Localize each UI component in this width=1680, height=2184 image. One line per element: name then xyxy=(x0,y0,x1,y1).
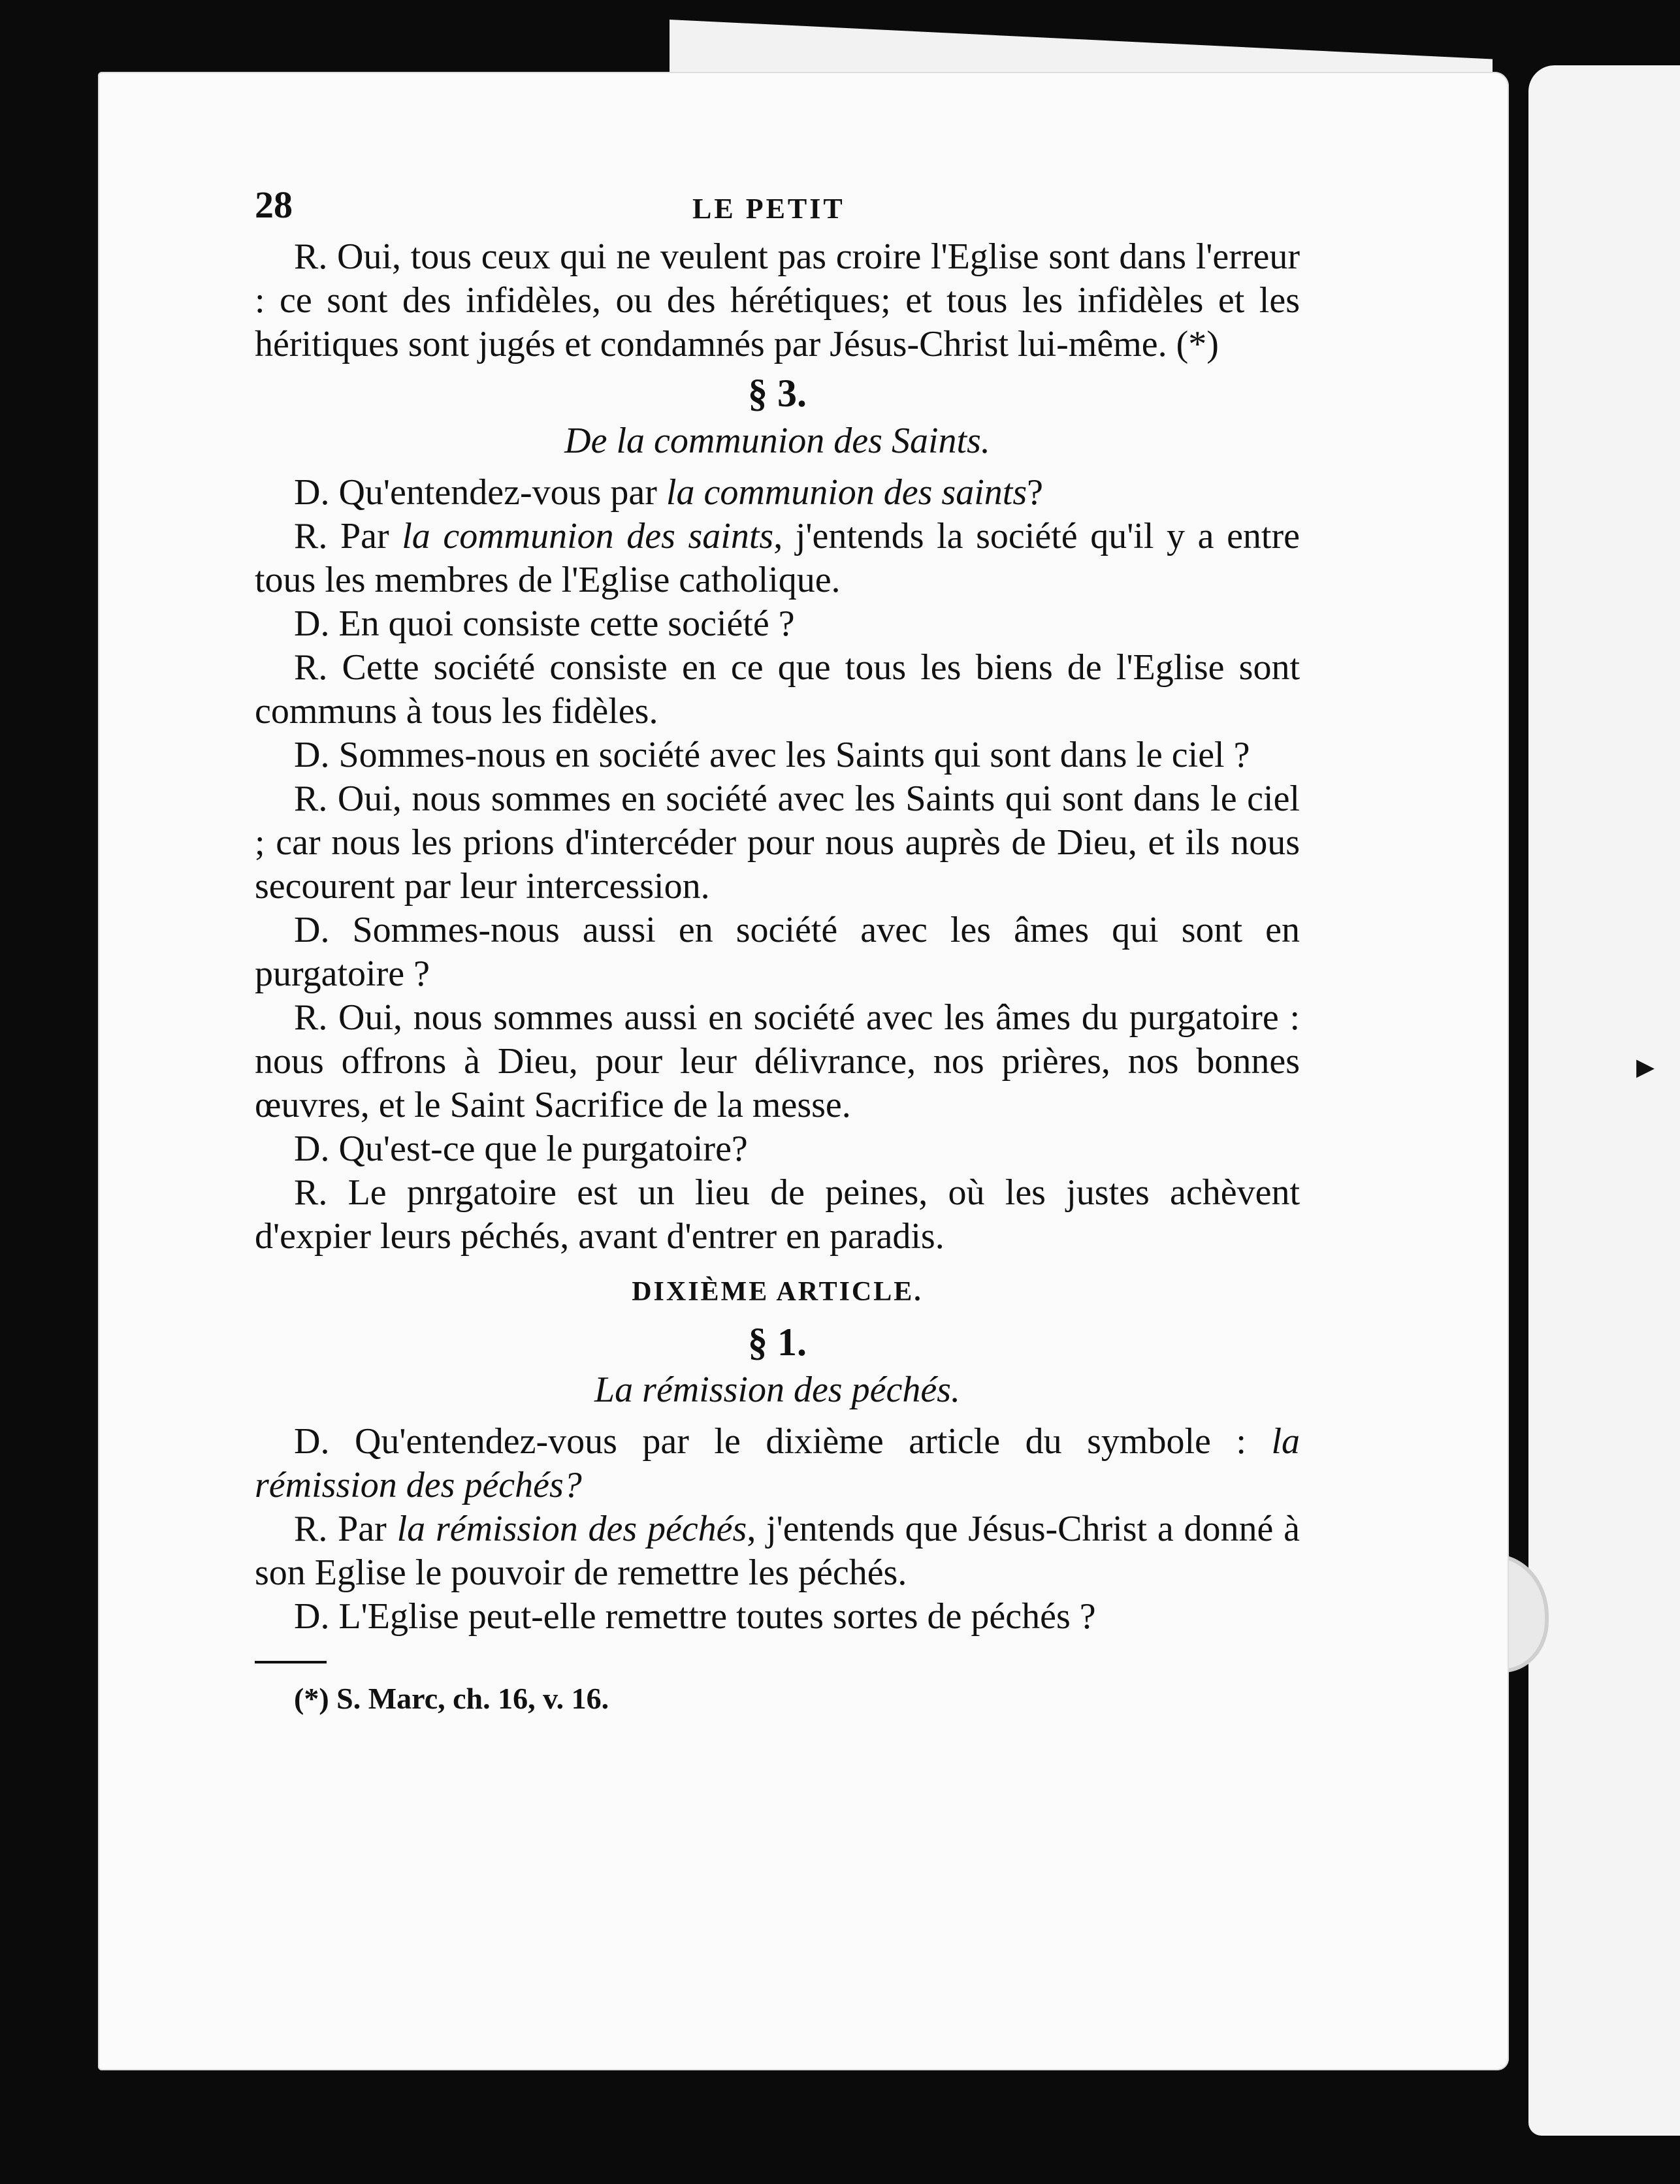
paragraph: R. Oui, tous ceux qui ne veulent pas croire l'Eglise sont dans l'erreur : ce sont des infidèles, ou des hérétiques; et tous les infidèles et les héritiques sont jugés et condamnés par Jésus-Christ lui-même. (*) xyxy=(255,236,1300,364)
question-text: ? xyxy=(1027,472,1043,513)
question-italic: la communion des saints xyxy=(666,472,1027,513)
answer: R. Le pnrgatoire est un lieu de peines, où les justes achèvent d'expier leurs péchés, avant d'entrer en paradis. xyxy=(255,1172,1300,1257)
question: D. En quoi consiste cette société ? xyxy=(294,603,795,644)
scan-speck: ▸ xyxy=(1636,1046,1655,1087)
answer: R. Oui, nous sommes aussi en société avec les âmes du purgatoire : nous offrons à Dieu, pour leur délivrance, nos prières, nos bonnes œuvres, et le Saint Sacrifice de la messe. xyxy=(255,997,1300,1125)
section-title: La rémission des péchés. xyxy=(594,1370,960,1410)
answer: R. Oui, nous sommes en société avec les Saints qui sont dans le ciel ; car nous les prions d'intercéder pour nous auprès de Dieu, et ils nous secourent par leur intercession. xyxy=(255,779,1300,907)
answer-text: , j'entends que Jésus-Christ a donné à son Eglise le pouvoir de remettre les péchés. xyxy=(255,1509,1300,1593)
article-heading: DIXIÈME ARTICLE. xyxy=(632,1277,923,1307)
answer-italic: la communion des saints xyxy=(402,516,774,556)
running-head: LE PETIT xyxy=(692,193,845,225)
facing-page-edge xyxy=(1528,65,1680,2136)
page-content xyxy=(255,183,1300,1720)
question xyxy=(255,471,1300,515)
answer-italic: la rémission des péchés xyxy=(396,1509,747,1549)
answer: R. Cette société consiste en ce que tous les biens de l'Eglise sont communs à tous les fidèles. xyxy=(255,647,1300,731)
question-text: D. Qu'entendez-vous par xyxy=(294,472,666,513)
answer xyxy=(255,1507,1300,1595)
answer-text: R. Par xyxy=(294,1509,397,1549)
question xyxy=(255,1420,1300,1507)
section-number: § 1. xyxy=(748,1321,807,1364)
question: D. Sommes-nous aussi en société avec les âmes qui sont en purgatoire ? xyxy=(255,910,1300,994)
page-number: 28 xyxy=(255,184,293,226)
question-italic: la rémission des péchés? xyxy=(255,1421,1300,1505)
footnote-rule xyxy=(255,1661,327,1663)
question: D. L'Eglise peut-elle remettre toutes sortes de péchés ? xyxy=(294,1596,1096,1637)
answer xyxy=(255,515,1300,602)
section-number: § 3. xyxy=(748,372,807,415)
footnote: (*) S. Marc, ch. 16, v. 16. xyxy=(294,1682,609,1715)
question: D. Sommes-nous en société avec les Saints qui sont dans le ciel ? xyxy=(294,735,1250,775)
question-text: D. Qu'entendez-vous par le dixième article du symbole : xyxy=(294,1421,1272,1462)
answer-text: , j'entends la société qu'il y a entre tous les membres de l'Eglise catholique. xyxy=(255,516,1300,600)
page-header xyxy=(255,183,1300,235)
answer-text: R. Par xyxy=(294,516,402,556)
question: D. Qu'est-ce que le purgatoire? xyxy=(294,1129,748,1169)
section-title: De la communion des Saints. xyxy=(564,421,990,461)
